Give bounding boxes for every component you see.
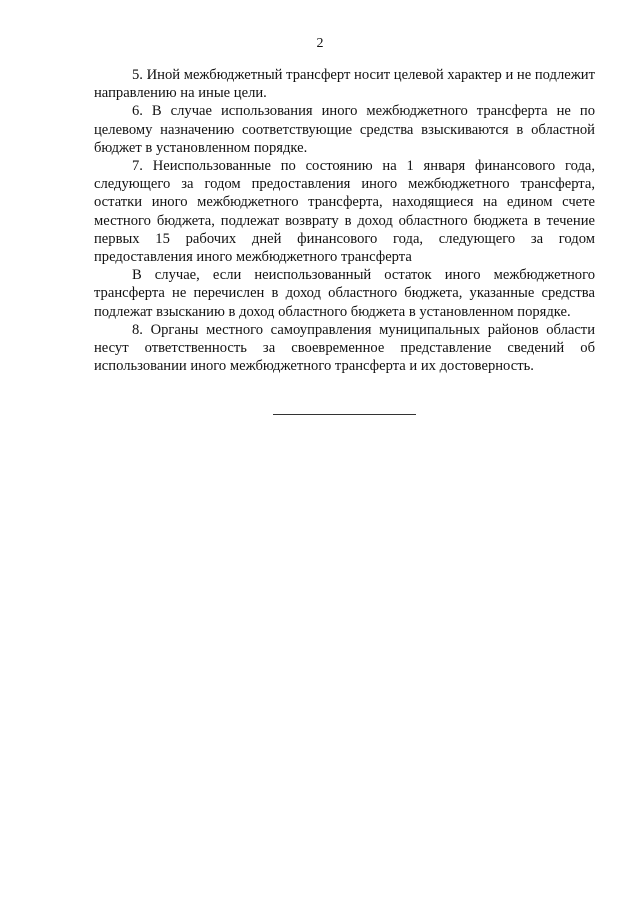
paragraph-clause-5: 5. Иной межбюджетный трансферт носит целевой характер и не подлежит направлению на иные цели. xyxy=(94,67,595,102)
paragraph-clause-6: 6. В случае использования иного межбюджетного трансферта не по целевому назначению соответствующие средства взыскиваются в областной бюджет в установленном порядке. xyxy=(94,103,595,156)
paragraph-clause-7: 7. Неиспользованные по состоянию на 1 января финансового года, следующего за годом предоставления иного межбюджетного трансферта, остатки иного межбюджетного трансферта, находящиеся на едином счете местного бюджета, подлежат возврату в доход областного бюджета в течение первых 15 рабочих дней финансового года, следующего за годом предоставления иного межбюджетного трансферта xyxy=(94,158,595,266)
end-of-document-rule xyxy=(273,414,416,415)
paragraph-clause-8: 8. Органы местного самоуправления муниципальных районов области несут ответственность за своевременное представление сведений об использовании иного межбюджетного трансферта и их достоверность. xyxy=(94,321,595,375)
page-number: 2 xyxy=(316,36,324,51)
document-body xyxy=(94,66,595,375)
paragraph-clause-7-continuation: В случае, если неиспользованный остаток иного межбюджетного трансферта не перечислен в доход областного бюджета, указанные средства подлежат взысканию в доход областного бюджета в установленном порядке. xyxy=(94,267,595,320)
